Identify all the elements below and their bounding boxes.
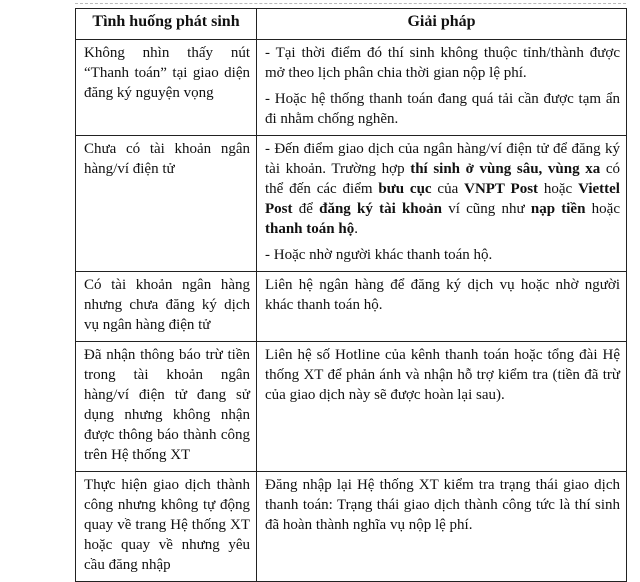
solution-bold-post-office: bưu cục [378,181,432,197]
solution-text: hoặc [538,181,579,197]
solution-bold-top-up: nạp tiền [530,201,586,217]
table-row [76,472,627,582]
solution-line: - Hoặc hệ thống thanh toán đang quá tải cần được tạm ẩn đi nhằm chống nghẽn. [265,91,620,127]
solution-bold-vnpt-post: VNPT Post [464,181,539,197]
table-row [76,272,627,342]
top-edge [75,0,626,4]
table-row [76,342,627,472]
solution-line: - Hoặc nhờ người khác thanh toán hộ. [265,247,493,263]
situation-cell: Thực hiện giao dịch thành công nhưng không tự động quay về trang Hệ thống XT hoặc quay về nhưng yêu cầu đăng nhập [76,472,257,582]
header-situation: Tình huống phát sinh [76,9,257,40]
solution-line: - Tại thời điểm đó thí sinh không thuộc tỉnh/thành được mở theo lịch phân chia thời gian nộp lệ phí. [265,45,620,81]
solution-text: - Đến điểm giao dịch của ngân hàng/ví điện tử để đăng ký tài khoản. Trường hợp [265,141,620,177]
solution-text: để [292,201,320,217]
table-row [76,136,627,272]
solution-cell [257,272,627,342]
solution-bold-pay-on-behalf: thanh toán hộ [265,221,355,237]
solution-text: của [431,181,465,197]
situation-cell: Có tài khoản ngân hàng nhưng chưa đăng ký dịch vụ ngân hàng điện tử [76,272,257,342]
table-header-row [76,9,627,40]
solution-cell [257,40,627,136]
solution-line: Liên hệ ngân hàng để đăng ký dịch vụ hoặc nhờ người khác thanh toán hộ. [265,277,620,313]
situation-cell: Chưa có tài khoản ngân hàng/ví điện tử [76,136,257,272]
table-row [76,40,627,136]
solution-bold-register-account: đăng ký tài khoản [319,201,442,217]
payment-issues-table [75,8,627,582]
solution-bold-viettel-post: Viettel Post [265,181,620,217]
solution-line: Đăng nhập lại Hệ thống XT kiểm tra trạng thái giao dịch thanh toán: Trạng thái giao dịch thành công tức là thí sinh đã hoàn thành nghĩa vụ nộp lệ phí. [265,477,620,533]
solution-cell [257,472,627,582]
solution-cell [257,136,627,272]
solution-text: có thể đến các điểm [265,161,620,197]
solution-line [265,139,620,239]
situation-cell: Đã nhận thông báo trừ tiền trong tài khoản ngân hàng/ví điện tử đang sử dụng nhưng không nhận được thông báo thành công trên Hệ thống XT [76,342,257,472]
solution-text: . [354,221,358,237]
solution-bold-remote-areas: thí sinh ở vùng sâu, vùng xa [410,161,601,177]
situation-cell: Không nhìn thấy nút “Thanh toán” tại giao diện đăng ký nguyện vọng [76,40,257,136]
solution-text: ví cũng như [442,201,531,217]
header-solution: Giải pháp [257,9,627,40]
solution-text: hoặc [585,201,620,217]
solution-line: Liên hệ số Hotline của kênh thanh toán hoặc tổng đài Hệ thống XT để phản ánh và nhận hỗ trợ kiểm tra (tiền đã trừ của giao dịch này sẽ được hoàn lại sau). [265,347,620,403]
solution-cell [257,342,627,472]
